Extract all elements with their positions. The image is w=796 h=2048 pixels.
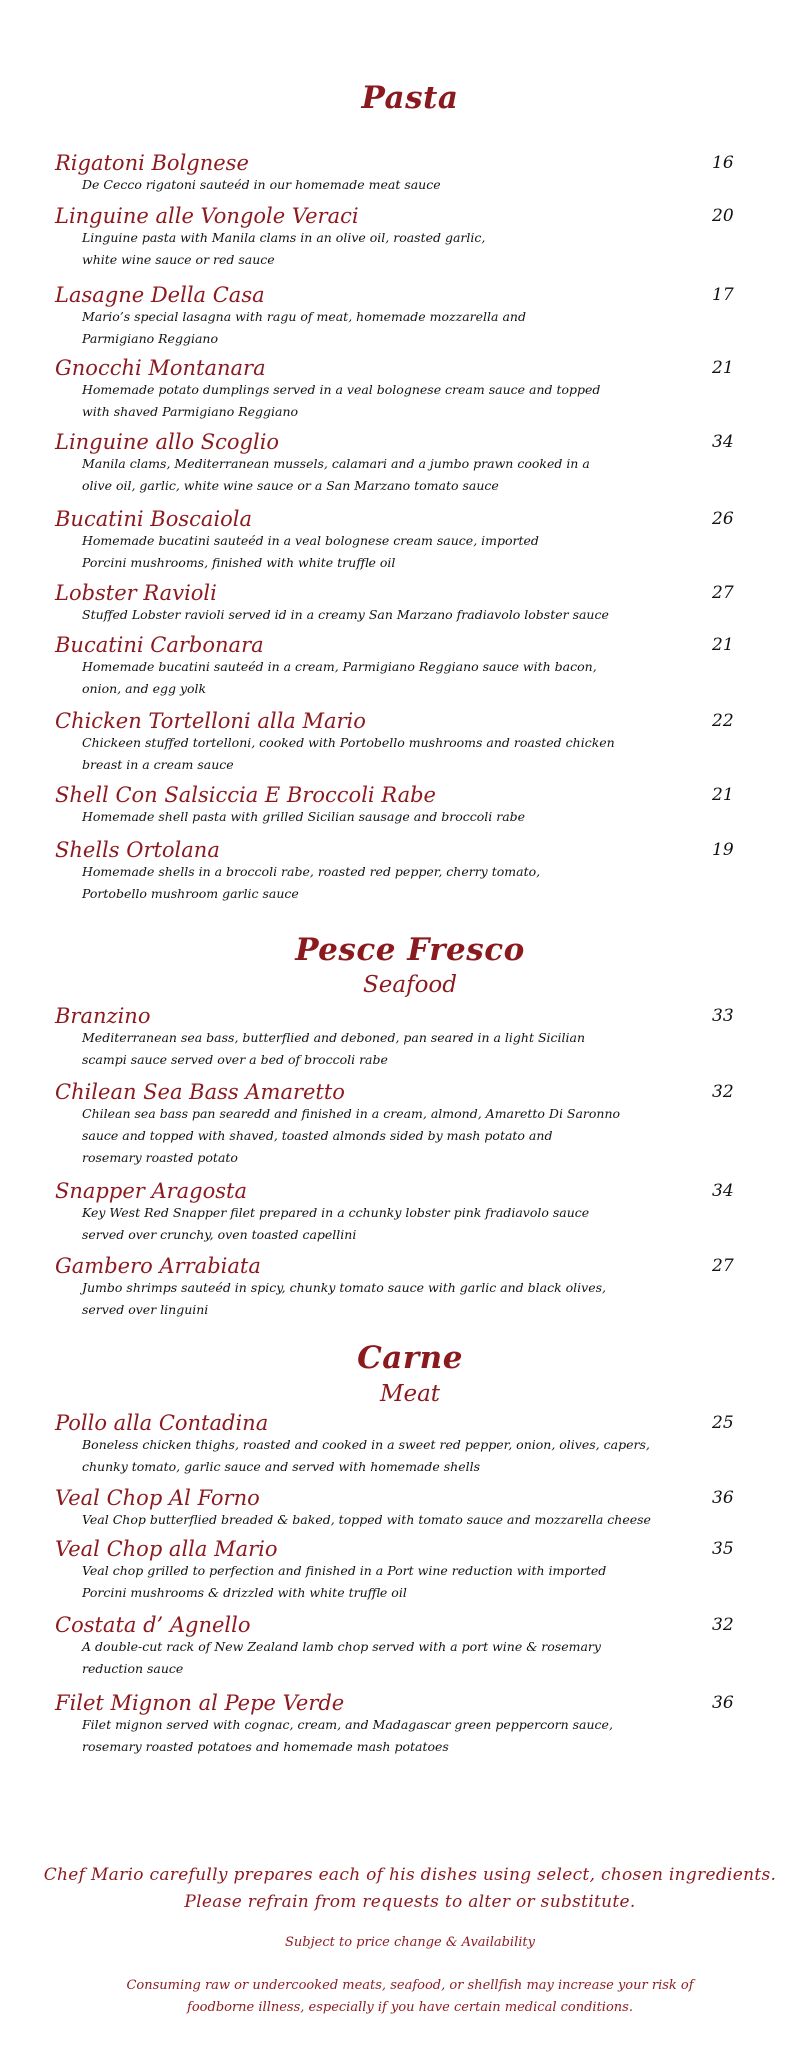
- menu-item-description: [82, 656, 682, 700]
- menu-item-name: Linguine allo Scoglio: [55, 430, 280, 454]
- menu-item-name: Chilean Sea Bass Amaretto: [55, 1080, 345, 1104]
- menu-item-description-line: served over crunchy, oven toasted capellini: [82, 1227, 357, 1242]
- menu-item-name: Gnocchi Montanara: [55, 356, 266, 380]
- menu-item-description-line: De Cecco rigatoni sauteéd in our homemade meat sauce: [82, 177, 441, 192]
- menu-item-name: Costata d’ Agnello: [55, 1613, 251, 1637]
- menu-item-description: [82, 306, 682, 350]
- menu-item-description-line: Linguine pasta with Manila clams in an olive oil, roasted garlic,: [82, 230, 486, 245]
- menu-item-price: 35: [712, 1539, 734, 1559]
- menu-item-name: Branzino: [55, 1004, 151, 1028]
- menu-item-description-line: sauce and topped with shaved, toasted almonds sided by mash potato and: [82, 1128, 553, 1143]
- menu-item-description: [82, 732, 682, 776]
- menu-item-description: [82, 1509, 682, 1531]
- menu-item-price: 32: [712, 1082, 734, 1102]
- menu-item-price: 21: [712, 358, 734, 378]
- health-warning-line-2: foodborne illness, especially if you have certain medical conditions.: [187, 2000, 633, 2015]
- chef-note-line-1: Chef Mario carefully prepares each of his dishes using select, chosen ingredients.: [43, 1865, 777, 1885]
- menu-item-description-line: reduction sauce: [82, 1661, 184, 1676]
- menu-item-description-line: onion, and egg yolk: [82, 681, 207, 696]
- menu-item-description: [82, 1277, 682, 1321]
- menu-item-description-line: Veal Chop butterflied breaded & baked, topped with tomato sauce and mozzarella cheese: [82, 1512, 651, 1527]
- menu-item-name: Veal Chop Al Forno: [55, 1486, 260, 1510]
- menu-item-name: Bucatini Boscaiola: [55, 507, 253, 531]
- menu-item-name: Lasagne Della Casa: [55, 283, 265, 307]
- menu-item-price: 25: [712, 1413, 734, 1433]
- pesce-section-subtitle: Seafood: [362, 972, 457, 998]
- menu-item-name: Veal Chop alla Mario: [55, 1537, 278, 1561]
- menu-item-description-line: Homemade bucatini sauteéd in a veal bolognese cream sauce, imported: [82, 533, 539, 548]
- menu-item-description-line: rosemary roasted potato: [82, 1150, 238, 1165]
- menu-item-description-line: Chickeen stuffed tortelloni, cooked with Portobello mushrooms and roasted chicken: [82, 735, 615, 750]
- menu-item-price: 34: [712, 1181, 734, 1201]
- menu-item-description: [82, 1636, 682, 1680]
- carne-section-subtitle: Meat: [379, 1381, 441, 1407]
- price-note: Subject to price change & Availability: [285, 1935, 535, 1950]
- menu-item-name: Gambero Arrabiata: [55, 1254, 261, 1278]
- menu-item-description-line: Chilean sea bass pan searedd and finished in a cream, almond, Amaretto Di Saronno: [82, 1106, 621, 1121]
- menu-item-price: 17: [712, 285, 734, 305]
- menu-item-name: Rigatoni Bolgnese: [55, 151, 249, 175]
- menu-item-description-line: with shaved Parmigiano Reggiano: [82, 404, 299, 419]
- menu-item-description: [82, 453, 682, 497]
- menu-item-description-line: Homemade shell pasta with grilled Sicilian sausage and broccoli rabe: [82, 809, 526, 824]
- menu-item-description-line: Veal chop grilled to perfection and finished in a Port wine reduction with imported: [82, 1563, 607, 1578]
- pasta-section-title: Pasta: [361, 80, 459, 116]
- menu-item-description-line: scampi sauce served over a bed of broccoli rabe: [82, 1052, 388, 1067]
- menu-item-description-line: white wine sauce or red sauce: [82, 252, 275, 267]
- menu-item-description: [82, 604, 682, 626]
- menu-item-description-line: rosemary roasted potatoes and homemade mash potatoes: [82, 1739, 449, 1754]
- menu-item-name: Lobster Ravioli: [55, 581, 217, 605]
- menu-item-name: Snapper Aragosta: [55, 1179, 248, 1203]
- menu-item-description-line: Parmigiano Reggiano: [82, 331, 218, 346]
- menu-item-description-line: Key West Red Snapper filet prepared in a cchunky lobster pink fradiavolo sauce: [82, 1205, 590, 1220]
- menu-item-description-line: Homemade bucatini sauteéd in a cream, Parmigiano Reggiano sauce with bacon,: [82, 659, 597, 674]
- menu-item-price: 27: [712, 1256, 734, 1276]
- menu-item-description-line: served over linguini: [82, 1302, 209, 1317]
- menu-item-description: [82, 379, 682, 423]
- menu-item-description: [82, 1103, 682, 1169]
- menu-item-price: 26: [712, 509, 734, 529]
- menu-item-description: [82, 1202, 682, 1246]
- menu-item-description-line: Portobello mushroom garlic sauce: [82, 886, 299, 901]
- menu-item-description-line: Porcini mushrooms & drizzled with white truffle oil: [82, 1585, 407, 1600]
- menu-item-description: [82, 530, 682, 574]
- menu-item-description-line: Jumbo shrimps sauteéd in spicy, chunky tomato sauce with garlic and black olives,: [82, 1280, 607, 1295]
- menu-item-name: Bucatini Carbonara: [55, 633, 264, 657]
- menu-item-description-line: A double-cut rack of New Zealand lamb chop served with a port wine & rosemary: [82, 1639, 601, 1654]
- menu-item-name: Filet Mignon al Pepe Verde: [55, 1691, 345, 1715]
- menu-item-price: 36: [712, 1693, 734, 1713]
- health-warning: [0, 1975, 796, 2019]
- menu-item-price: 34: [712, 432, 734, 452]
- menu-item-description-line: Homemade shells in a broccoli rabe, roasted red pepper, cherry tomato,: [82, 864, 541, 879]
- pesce-section-title: Pesce Fresco: [295, 932, 525, 968]
- menu-item-price: 20: [712, 206, 734, 226]
- menu-item-description: [82, 174, 682, 196]
- menu-item-name: Linguine alle Vongole Veraci: [55, 204, 359, 228]
- menu-item-price: 33: [712, 1006, 734, 1026]
- menu-item-price: 16: [712, 153, 734, 173]
- menu-item-description-line: Porcini mushrooms, finished with white truffle oil: [82, 555, 396, 570]
- menu-item-description: [82, 806, 682, 828]
- menu-item-price: 36: [712, 1488, 734, 1508]
- menu-item-description-line: olive oil, garlic, white wine sauce or a San Marzano tomato sauce: [82, 478, 499, 493]
- menu-item-description-line: breast in a cream sauce: [82, 757, 234, 772]
- health-warning-line-1: Consuming raw or undercooked meats, seafood, or shellfish may increase your risk of: [126, 1978, 694, 1993]
- menu-item-name: Shells Ortolana: [55, 838, 220, 862]
- menu-item-price: 22: [712, 711, 734, 731]
- menu-item-description-line: chunky tomato, garlic sauce and served with homemade shells: [82, 1459, 481, 1474]
- menu-item-description: [82, 227, 682, 271]
- chef-note-line-2: Please refrain from requests to alter or substitute.: [184, 1892, 636, 1912]
- menu-item-name: Shell Con Salsiccia E Broccoli Rabe: [55, 783, 436, 807]
- carne-section-title: Carne: [357, 1340, 463, 1376]
- menu-item-name: Chicken Tortelloni alla Mario: [55, 709, 366, 733]
- menu-item-price: 27: [712, 583, 734, 603]
- menu-item-price: 21: [712, 785, 734, 805]
- menu-item-description: [82, 861, 682, 905]
- menu-item-description-line: Stuffed Lobster ravioli served id in a creamy San Marzano fradiavolo lobster sauce: [82, 607, 609, 622]
- menu-item-description-line: Manila clams, Mediterranean mussels, calamari and a jumbo prawn cooked in a: [82, 456, 590, 471]
- menu-item-description: [82, 1560, 682, 1604]
- menu-item-name: Pollo alla Contadina: [55, 1411, 269, 1435]
- chef-note: [0, 1862, 796, 1916]
- menu-item-description: [82, 1027, 682, 1071]
- menu-item-description-line: Homemade potato dumplings served in a veal bolognese cream sauce and topped: [82, 382, 601, 397]
- menu-item-price: 21: [712, 635, 734, 655]
- menu-item-price: 32: [712, 1615, 734, 1635]
- menu-item-description: [82, 1714, 682, 1758]
- menu-item-description-line: Mediterranean sea bass, butterflied and deboned, pan seared in a light Sicilian: [82, 1030, 586, 1045]
- menu-item-description-line: Mario’s special lasagna with ragu of meat, homemade mozzarella and: [82, 309, 526, 324]
- menu-item-description-line: Boneless chicken thighs, roasted and cooked in a sweet red pepper, onion, olives, capers,: [82, 1437, 650, 1452]
- menu-item-description: [82, 1434, 682, 1478]
- menu-item-description-line: Filet mignon served with cognac, cream, and Madagascar green peppercorn sauce,: [82, 1717, 613, 1732]
- menu-item-price: 19: [712, 840, 734, 860]
